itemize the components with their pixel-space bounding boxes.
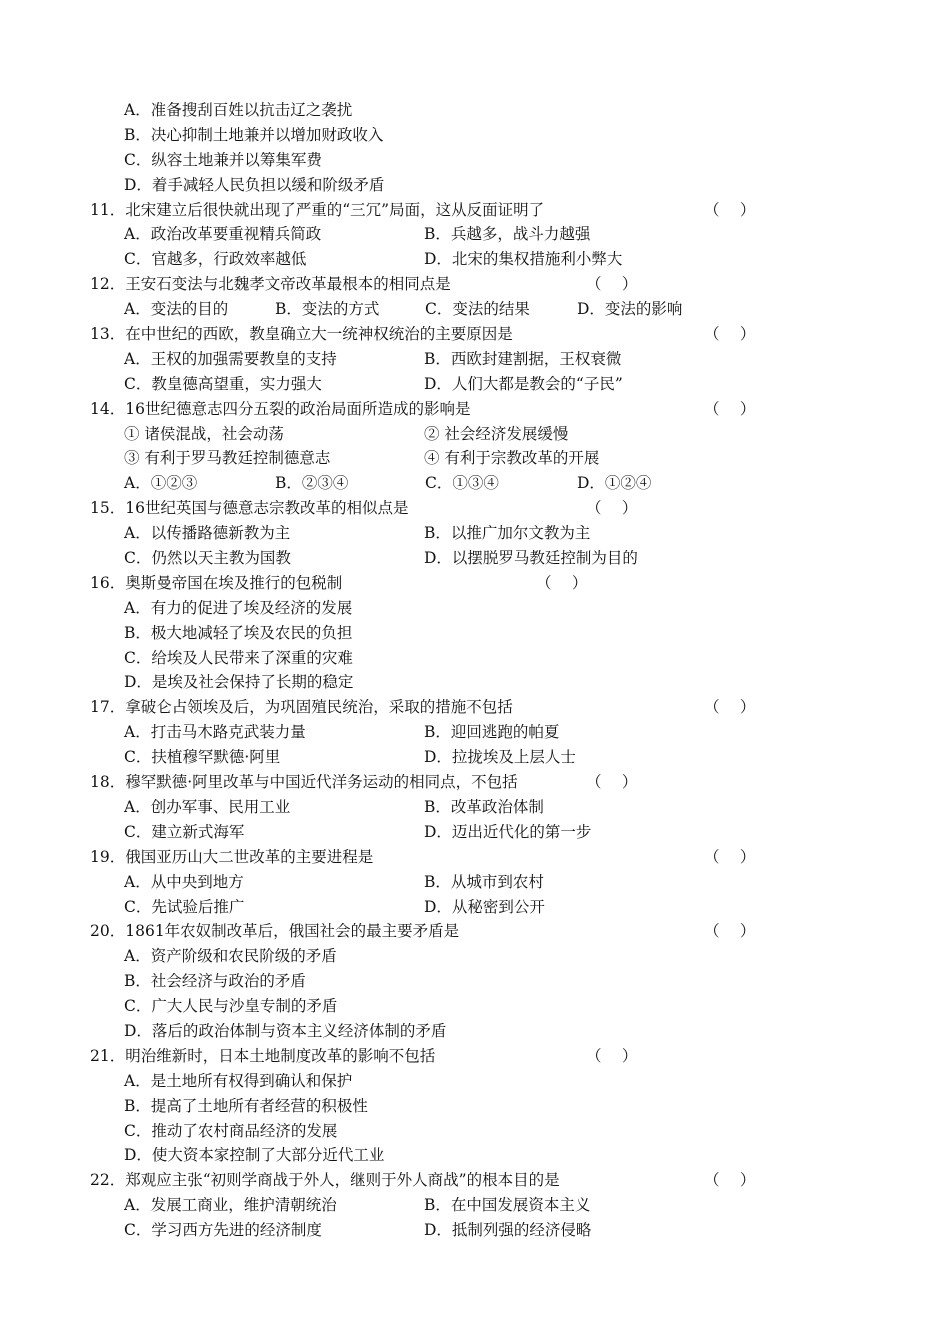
answer-bracket: （ ） — [704, 399, 764, 418]
answer-bracket: （ ） — [536, 573, 596, 592]
option-row — [0, 471, 950, 496]
option-row — [0, 994, 950, 1019]
question-text: 郑观应主张“初则学商战于外人，继则于外人商战”的根本目的是 — [125, 1171, 560, 1190]
option-row — [0, 621, 950, 646]
option-c: C．变法的结果 — [425, 300, 530, 319]
option-c: C．推动了农村商品经济的发展 — [124, 1121, 338, 1140]
option-a: A．创办军事、民用工业 — [124, 797, 291, 816]
question-11-stem — [0, 198, 950, 223]
question-20-stem — [0, 919, 950, 944]
option-row — [0, 372, 950, 397]
option-row — [0, 1119, 950, 1144]
option-b: B．改革政治体制 — [424, 797, 544, 816]
option-b: B．在中国发展资本主义 — [424, 1196, 591, 1215]
option-row — [0, 944, 950, 969]
option-row — [0, 670, 950, 695]
question-text: 俄国亚历山大二世改革的主要进程是 — [125, 847, 374, 866]
question-text: 穆罕默德·阿里改革与中国近代洋务运动的相同点，不包括 — [125, 773, 518, 792]
option-a: A．①②③ — [124, 474, 198, 493]
question-text: 明治维新时，日本土地制度改革的影响不包括 — [125, 1046, 436, 1065]
exam-page — [0, 98, 950, 1243]
question-22-stem — [0, 1168, 950, 1193]
question-number: 16． — [90, 573, 126, 592]
question-number: 14． — [90, 399, 126, 418]
answer-bracket: （ ） — [704, 325, 764, 344]
option-row — [0, 820, 950, 845]
question-17-stem — [0, 695, 950, 720]
answer-bracket: （ ） — [586, 1046, 646, 1065]
option-row — [0, 646, 950, 671]
option-row — [0, 297, 950, 322]
option-a: A．王权的加强需要教皇的支持 — [124, 349, 337, 368]
option-b: B．社会经济与政治的矛盾 — [124, 972, 306, 991]
question-number: 22． — [90, 1171, 126, 1190]
answer-bracket: （ ） — [704, 698, 764, 717]
question-number: 12． — [90, 275, 126, 294]
option-a: A．有力的促进了埃及经济的发展 — [124, 598, 353, 617]
option-b: B．迎回逃跑的帕夏 — [424, 723, 560, 742]
statement-3: ③ 有利于罗马教廷控制德意志 — [124, 449, 331, 468]
answer-bracket: （ ） — [704, 1171, 764, 1190]
answer-bracket: （ ） — [704, 847, 764, 866]
option-d: D．使大资本家控制了大部分近代工业 — [124, 1146, 385, 1165]
question-text: 16世纪英国与德意志宗教改革的相似点是 — [125, 499, 409, 518]
option-d: D．抵制列强的经济侵略 — [424, 1221, 592, 1240]
question-text: 16世纪德意志四分五裂的政治局面所造成的影响是 — [125, 399, 471, 418]
option-row — [0, 1094, 950, 1119]
option-row — [0, 745, 950, 770]
statement-2: ② 社会经济发展缓慢 — [424, 424, 569, 443]
option-b: B．兵越多，战斗力越强 — [424, 225, 591, 244]
question-12-stem — [0, 272, 950, 297]
option-row — [0, 521, 950, 546]
question-16-stem — [0, 571, 950, 596]
option-row — [0, 546, 950, 571]
option-a: A．打击马木路克武装力量 — [124, 723, 306, 742]
option-d: D．落后的政治体制与资本主义经济体制的矛盾 — [124, 1021, 447, 1040]
option-row — [0, 222, 950, 247]
statement-row — [0, 446, 950, 471]
question-number: 19． — [90, 847, 126, 866]
answer-bracket: （ ） — [704, 922, 764, 941]
option-d: D．是埃及社会保持了长期的稳定 — [124, 673, 354, 692]
option-c: C．官越多，行政效率越低 — [124, 250, 307, 269]
answer-bracket: （ ） — [586, 275, 646, 294]
option-d: D．迈出近代化的第一步 — [424, 822, 592, 841]
question-15-stem — [0, 496, 950, 521]
option-b: B．西欧封建割据，王权衰微 — [424, 349, 622, 368]
option-row — [0, 1218, 950, 1243]
answer-bracket: （ ） — [586, 773, 646, 792]
question-text: 在中世纪的西欧，教皇确立大一统神权统治的主要原因是 — [125, 325, 513, 344]
question-number: 18． — [90, 773, 126, 792]
option-row — [0, 1019, 950, 1044]
question-18-stem — [0, 770, 950, 795]
option-c: C．扶植穆罕默德·阿里 — [124, 748, 281, 767]
question-text: 奥斯曼帝国在埃及推行的包税制 — [125, 573, 343, 592]
statement-row — [0, 422, 950, 447]
question-number: 21． — [90, 1046, 126, 1065]
option-row — [0, 148, 950, 173]
option-c: C．先试验后推广 — [124, 897, 245, 916]
option-d: D．从秘密到公开 — [424, 897, 545, 916]
option-row — [0, 720, 950, 745]
question-text: 拿破仑占领埃及后，为巩固殖民统治，采取的措施不包括 — [125, 698, 513, 717]
option-d: D．拉拢埃及上层人士 — [424, 748, 576, 767]
option-b: B．极大地减轻了埃及农民的负担 — [124, 623, 353, 642]
option-row — [0, 895, 950, 920]
option-row — [0, 1193, 950, 1218]
option-row — [0, 596, 950, 621]
option-b: B．变法的方式 — [275, 300, 380, 319]
option-d: D．北宋的集权措施利小弊大 — [424, 250, 623, 269]
option-a: A．资产阶级和农民阶级的矛盾 — [124, 947, 337, 966]
option-row — [0, 1069, 950, 1094]
question-number: 20． — [90, 922, 126, 941]
option-c: C．给埃及人民带来了深重的灾难 — [124, 648, 353, 667]
option-row — [0, 1143, 950, 1168]
option-b: B．②③④ — [275, 474, 349, 493]
question-number: 15． — [90, 499, 126, 518]
question-13-stem — [0, 322, 950, 347]
option-b: B．提高了土地所有者经营的积极性 — [124, 1096, 368, 1115]
option-row — [0, 347, 950, 372]
option-c: C．建立新式海军 — [124, 822, 245, 841]
question-text: 1861年农奴制改革后，俄国社会的最主要矛盾是 — [125, 922, 460, 941]
statement-1: ① 诸侯混战，社会动荡 — [124, 424, 284, 443]
option-c: C．仍然以天主教为国教 — [124, 549, 291, 568]
question-number: 17． — [90, 698, 126, 717]
option-a: A．变法的目的 — [124, 300, 229, 319]
answer-bracket: （ ） — [704, 200, 764, 219]
option-c: C．广大人民与沙皇专制的矛盾 — [124, 997, 338, 1016]
option-d: D．①②④ — [577, 474, 652, 493]
question-text: 王安石变法与北魏孝文帝改革最根本的相同点是 — [125, 275, 451, 294]
statement-4: ④ 有利于宗教改革的开展 — [424, 449, 600, 468]
option-a: A．发展工商业，维护清朝统治 — [124, 1196, 337, 1215]
option-b: B．决心抑制土地兼并以增加财政收入 — [124, 125, 384, 144]
option-c: C．学习西方先进的经济制度 — [124, 1221, 322, 1240]
question-21-stem — [0, 1044, 950, 1069]
option-d: D．着手减轻人民负担以缓和阶级矛盾 — [124, 175, 385, 194]
option-b: B．以推广加尔文教为主 — [424, 524, 591, 543]
option-row — [0, 173, 950, 198]
question-14-stem — [0, 397, 950, 422]
option-d: D．变法的影响 — [577, 300, 683, 319]
option-row — [0, 247, 950, 272]
option-b: B．从城市到农村 — [424, 872, 544, 891]
question-19-stem — [0, 845, 950, 870]
option-row — [0, 123, 950, 148]
option-c: C．①③④ — [425, 474, 499, 493]
option-c: C．纵容土地兼并以筹集军费 — [124, 150, 322, 169]
option-row — [0, 98, 950, 123]
option-d: D．以摆脱罗马教廷控制为目的 — [424, 549, 638, 568]
option-a: A．准备搜刮百姓以抗击辽之袭扰 — [124, 101, 353, 119]
option-a: A．是土地所有权得到确认和保护 — [124, 1071, 353, 1090]
option-row — [0, 870, 950, 895]
option-row — [0, 969, 950, 994]
option-a: A．政治改革要重视精兵简政 — [124, 225, 322, 244]
option-a: A．以传播路德新教为主 — [124, 524, 291, 543]
option-row — [0, 795, 950, 820]
option-a: A．从中央到地方 — [124, 872, 244, 891]
option-c: C．教皇德高望重，实力强大 — [124, 374, 322, 393]
question-number: 13． — [90, 325, 126, 344]
question-number: 11． — [90, 200, 126, 219]
option-d: D．人们大都是教会的“子民” — [424, 374, 623, 393]
question-text: 北宋建立后很快就出现了严重的“三冗”局面，这从反面证明了 — [125, 200, 545, 219]
answer-bracket: （ ） — [586, 499, 646, 518]
